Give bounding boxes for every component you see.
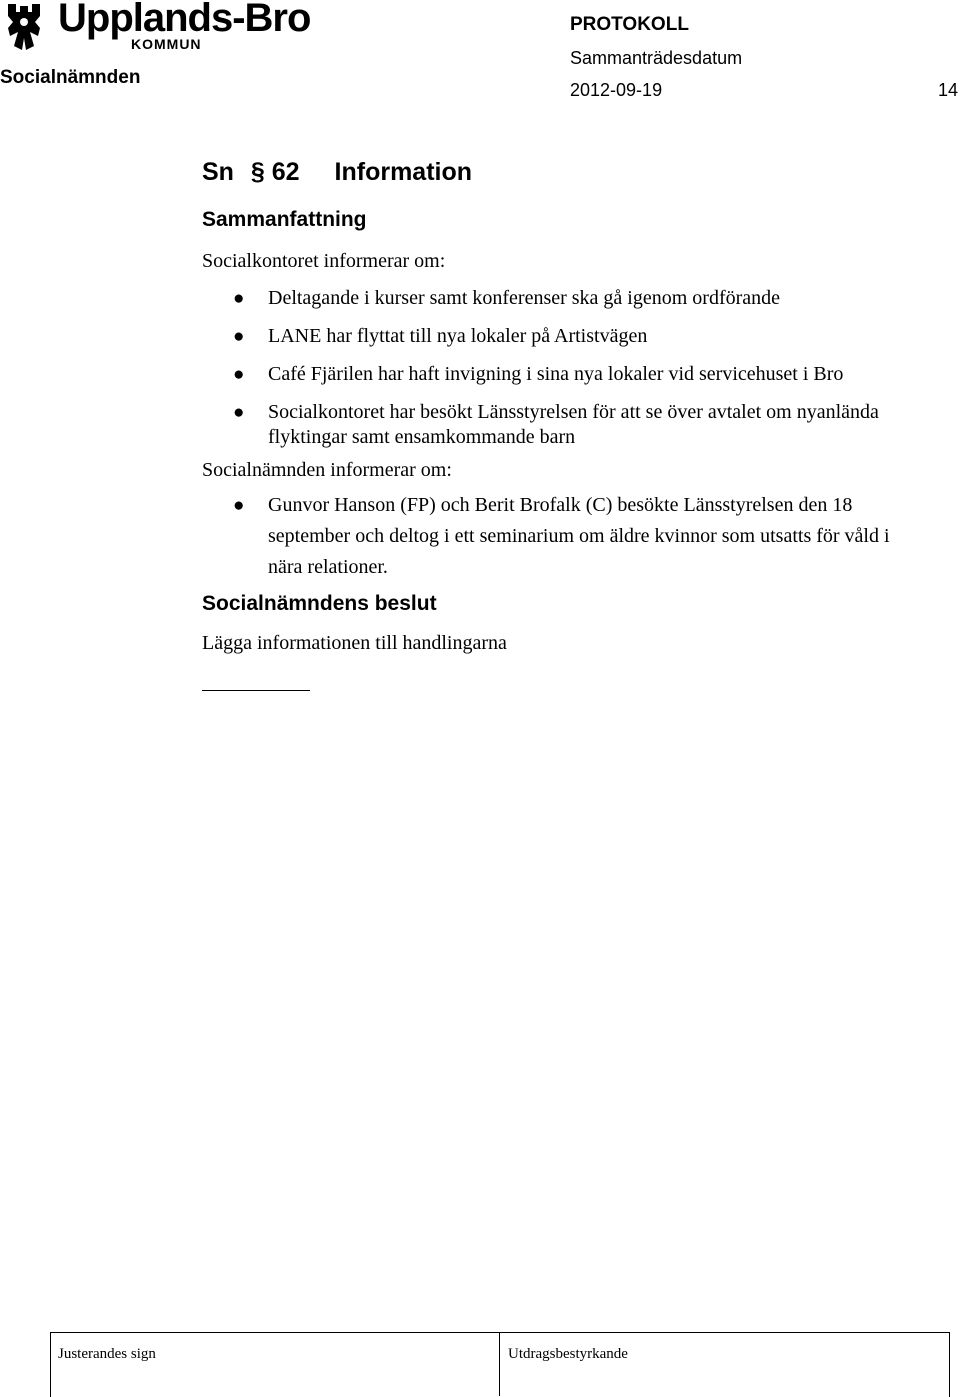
- list-item-text: Gunvor Hanson (FP) och Berit Brofalk (C) besökte Länsstyrelsen den 18 september och deltog i ett seminarium om äldre kvinnor som utsatts för våld i nära relationer.: [268, 494, 890, 578]
- decision-text: Lägga informationen till handlingarna: [202, 632, 507, 654]
- page-number: 14: [937, 80, 958, 100]
- list-item-text: LANE har flyttat till nya lokaler på Artistvägen: [268, 325, 648, 347]
- list-item: [233, 324, 908, 349]
- committee-name: Socialnämnden: [0, 67, 141, 88]
- section-title: [202, 158, 472, 187]
- logo-wordmark: Upplands-Bro: [58, 0, 311, 40]
- list-item-text: Café Fjärilen har haft invigning i sina nya lokaler vid servicehuset i Bro: [268, 363, 844, 385]
- list-item: [233, 362, 908, 387]
- bullet-icon: ●: [233, 402, 245, 423]
- paragraph-sign: §: [250, 158, 265, 186]
- justerandes-sign-label: Justerandes sign: [58, 1346, 156, 1362]
- committee-intro: Socialnämnden informerar om:: [202, 459, 452, 481]
- summary-heading: Sammanfattning: [202, 208, 367, 231]
- list-item: [233, 286, 908, 311]
- meeting-date: 2012-09-19: [570, 80, 663, 100]
- list-item: [233, 400, 908, 450]
- document-type: PROTOKOLL: [570, 14, 689, 35]
- bullet-icon: ●: [233, 288, 245, 309]
- section-prefix: Sn: [202, 158, 234, 186]
- logo-kommun: KOMMUN: [131, 36, 202, 52]
- end-rule: [202, 690, 310, 691]
- signature-box-divider: [499, 1332, 500, 1396]
- signature-box: [50, 1332, 950, 1397]
- list-item: [233, 490, 908, 583]
- bullet-icon: ●: [233, 364, 245, 385]
- decision-heading: Socialnämndens beslut: [202, 592, 437, 615]
- utdragsbestyrkande-label: Utdragsbestyrkande: [508, 1346, 628, 1362]
- list-item-text: Socialkontoret har besökt Länsstyrelsen för att se över avtalet om nyanlända flyktingar samt ensamkommande barn: [268, 401, 879, 448]
- coat-of-arms-icon: [2, 2, 46, 52]
- logo: [0, 0, 311, 56]
- section-title-text: Information: [334, 158, 473, 186]
- meeting-date-label: Sammanträdesdatum: [570, 48, 743, 68]
- paragraph-number: 62: [271, 158, 300, 186]
- committee-info-list: [233, 490, 908, 583]
- bullet-icon: ●: [233, 326, 245, 347]
- list-item-text: Deltagande i kurser samt konferenser ska gå igenom ordförande: [268, 287, 781, 309]
- bullet-icon: ●: [233, 495, 245, 516]
- office-intro: Socialkontoret informerar om:: [202, 250, 446, 272]
- office-info-list: [233, 286, 908, 450]
